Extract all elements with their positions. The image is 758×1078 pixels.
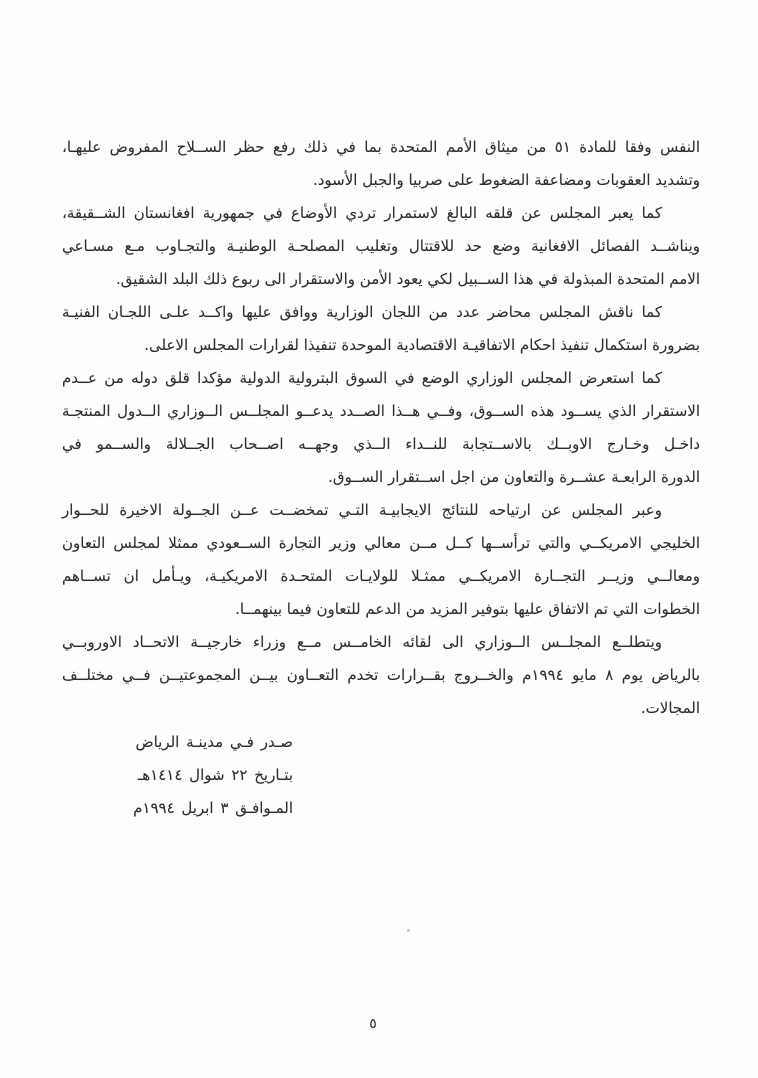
body-line: بالرياض يوم ٨ مايو ١٩٩٤م والخــروج بقــرارات تخدم التعــاون بيــن المجموعتيــن فــي مختلــف [62, 666, 701, 684]
body-line: داخـل وخـارج الاوبــك بالاســتجابة للنــداء الــذي وجهــه اصــحاب الجــلالة والســمو في [62, 435, 700, 453]
signature-gregorian-date-line: المـوافـق ٣ ابريل ١٩٩٤م [133, 799, 293, 817]
body-line: المجالات. [640, 699, 700, 717]
signature-block [133, 726, 293, 825]
body-line: الخليجي الامريكــي والتي ترأســها كــل مــن معالي وزير التجارة الســعودي ممثلا لمجلس التعاون [62, 534, 700, 552]
body-line: الامم المتحدة المبذولة في هذا الســبيل لكي يعود الأمن والاستقرار الى ربوع ذلك البلد الشقيق. [115, 270, 700, 288]
body-line: كما استعرض المجلس الوزاري الوضع في السوق البترولية الدولية مؤكدا قلق دوله من عــدم [62, 369, 662, 387]
body-line: كما يعبر المجلس عن قلقه البالغ لاستمرار تردي الأوضاع في جمهورية افغانستان الشــقيقة، [62, 204, 662, 222]
body-line: النفس وفقا للمادة ٥١ من ميثاق الأمم المتحدة بما في ذلك رفع حظر الســلاح المفروض عليهـا، [62, 138, 700, 156]
signature-place-line: صـدر فـي مدينـة الرياض [135, 733, 293, 751]
body-line: بضرورة استكمال تنفيذ احكام الاتفاقيـة الاقتصادية الموحدة تنفيذا لقرارات المجلس الاعلى. [144, 336, 700, 354]
body-line: الدورة الرابعـة عشــرة والتعاون من اجل اســتقرار الســوق. [328, 468, 700, 486]
document-body [62, 131, 700, 725]
scan-artifact-dot [407, 929, 410, 932]
signature-hijri-date-line: بتـاريخ ٢٢ شوال ١٤١٤هـ [137, 766, 293, 784]
body-line: وعبر المجلس عن ارتياحه للنتائج الايجابيـة التـي تمخضــت عــن الجــولة الاخيرة للحــوار [62, 501, 662, 519]
body-line: وتشديد العقوبات ومضاعفة الضغوط على صربيا والجبل الأسود. [312, 171, 700, 189]
body-line: كما ناقش المجلس محاضر عدد من اللجان الوزارية ووافق عليها واكــد علـى اللجـان الفنيـة [62, 303, 662, 321]
body-line: ويتطلــع المجلــس الــوزاري الى لقائه الخامــس مــع وزراء خارجيــة الاتحــاد الاوروبــي [62, 633, 662, 651]
body-line: ويناشــد الفصائل الافغانية وضع حد للاقتتال وتغليب المصلحـة الوطنيـة والتجـاوب مـع مسـاعي [62, 237, 700, 255]
body-line: الخطوات التي تم الاتفاق عليها بتوفير المزيد من الدعم للتعاون فيما بينهمــا. [235, 600, 700, 618]
body-line: ومعالــي وزيــر التجــارة الامريكــي ممثـلا للولايـات المتحـدة الامريكيـة، ويـأمل ان تســاهم [62, 567, 700, 585]
body-line: الاستقرار الذي يســود هذه الســوق، وفــي هــذا الصــدد يدعــو المجلــس الــوزاري الــدول المنتجـة [62, 402, 700, 420]
page-number: ٥ [369, 1016, 377, 1032]
